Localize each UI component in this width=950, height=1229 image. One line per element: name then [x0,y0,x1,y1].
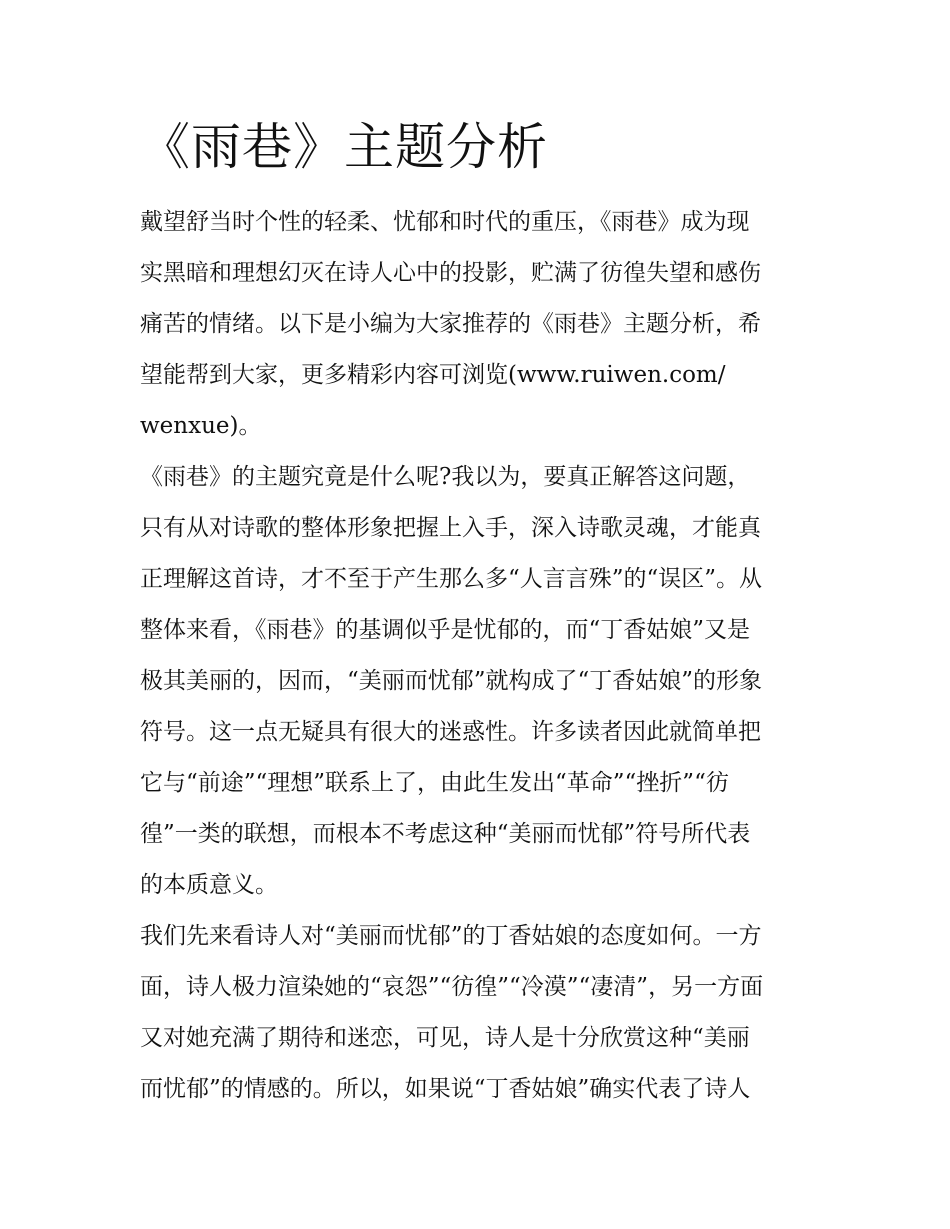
text-line: 实黑暗和理想幻灭在诗人心中的投影，贮满了彷徨失望和感伤 [140,260,761,286]
text-line: 符号。这一点无疑具有很大的迷惑性。许多读者因此就简单把 [140,719,761,745]
text-line: 望能帮到大家，更多精彩内容可浏览(www.ruiwen.com/ [140,362,726,388]
text-line: 又对她充满了期待和迷恋，可见，诗人是十分欣赏这种“美丽 [140,1025,750,1051]
text-line: 我们先来看诗人对“美丽而忧郁”的丁香姑娘的态度如何。一方 [140,923,762,949]
text-line: 的本质意义。 [140,872,278,898]
text-line: 极其美丽的，因而，“美丽而忧郁”就构成了“丁香姑娘”的形象 [140,668,763,694]
text-line: 戴望舒当时个性的轻柔、忧郁和时代的重压，《雨巷》成为现 [140,209,750,235]
text-line: 徨”一类的联想，而根本不考虑这种“美丽而忧郁”符号所代表 [140,821,751,847]
page-title: 《雨巷》主题分析 [140,118,548,176]
text-line: 它与“前途”“理想”联系上了，由此生发出“革命”“挫折”“彷 [140,770,729,796]
text-line: 整体来看，《雨巷》的基调似乎是忧郁的，而“丁香姑娘”又是 [140,617,751,643]
text-line: 痛苦的情绪。以下是小编为大家推荐的《雨巷》主题分析，希 [140,311,761,337]
text-line: 《雨巷》的主题究竟是什么呢?我以为，要真正解答这问题， [140,464,751,490]
text-line: 只有从对诗歌的整体形象把握上入手，深入诗歌灵魂，才能真 [140,515,761,541]
text-line: 而忧郁”的情感的。所以，如果说“丁香姑娘”确实代表了诗人 [140,1076,751,1102]
text-line: 正理解这首诗，才不至于产生那么多“人言言殊”的“误区”。从 [140,566,763,592]
text-line: wenxue)。 [140,413,262,439]
text-line: 面，诗人极力渲染她的“哀怨”“彷徨”“冷漠”“凄清”，另一方面 [140,974,764,1000]
